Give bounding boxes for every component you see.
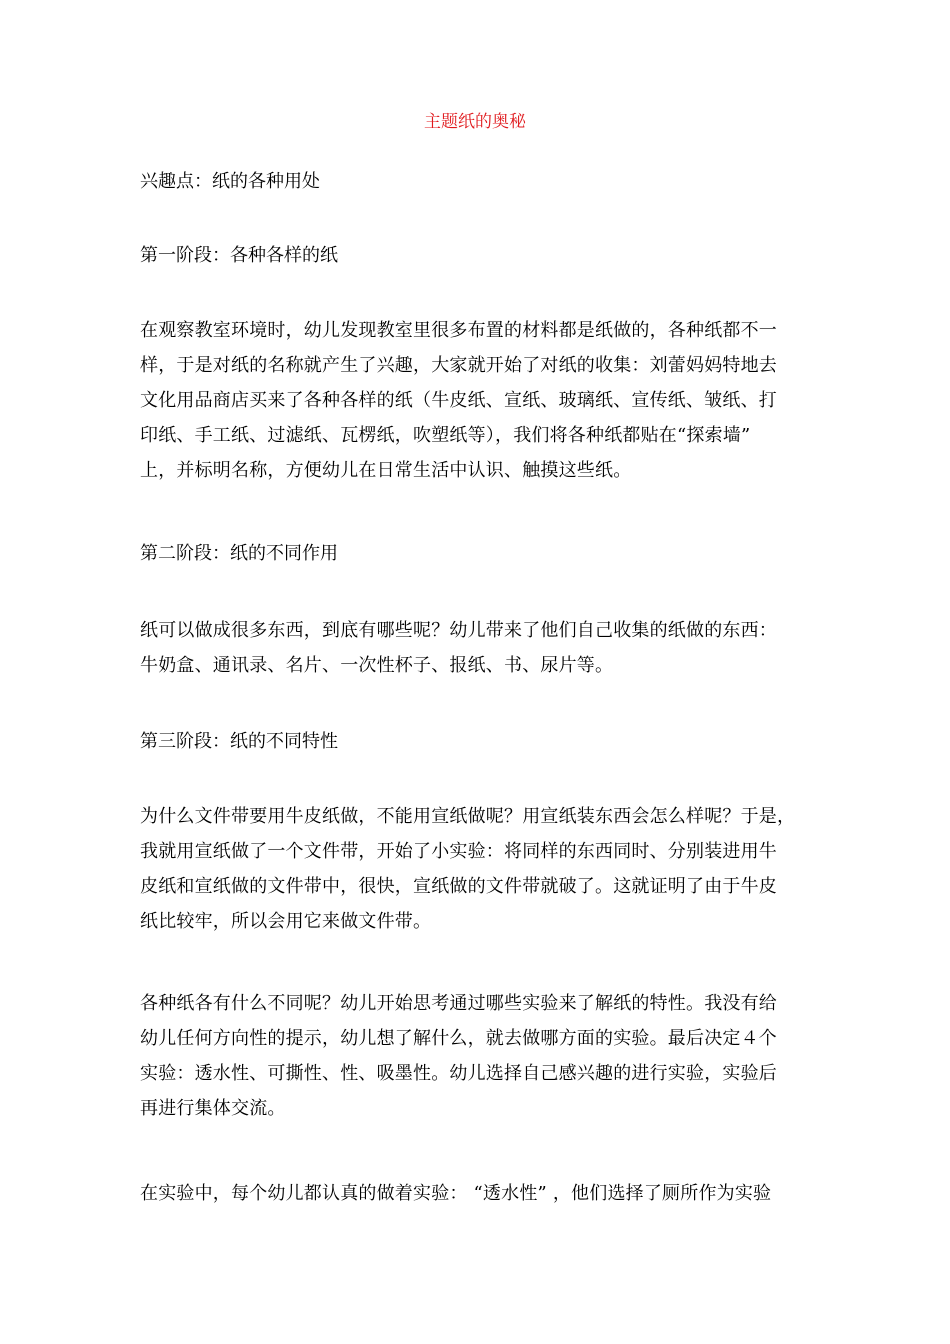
paragraph-line: 样，于是对纸的名称就产生了兴趣，大家就开始了对纸的收集：刘蕾妈妈特地去 bbox=[140, 355, 777, 376]
stage2-paragraph bbox=[140, 613, 820, 683]
stage3-paragraph-2 bbox=[140, 986, 820, 1126]
page-title: 主题纸的奥秘 bbox=[424, 112, 526, 132]
stage3-heading: 第三阶段：纸的不同特性 bbox=[140, 731, 338, 752]
paragraph-line: 幼儿任何方向性的提示，幼儿想了解什么，就去做哪方面的实验。最后决定４个 bbox=[140, 1028, 777, 1049]
paragraph-line: 为什么文件带要用牛皮纸做，不能用宣纸做呢？用宣纸装东西会怎么样呢？于是， bbox=[140, 806, 796, 827]
paragraph-line: 再进行集体交流。 bbox=[140, 1098, 286, 1119]
paragraph-line: 各种纸各有什么不同呢？幼儿开始思考通过哪些实验来了解纸的特性。我没有给 bbox=[140, 993, 777, 1014]
paragraph-line: 文化用品商店买来了各种各样的纸（牛皮纸、宣纸、玻璃纸、宣传纸、皱纸、打 bbox=[140, 390, 777, 411]
paragraph-line: 实验：透水性、可撕性、性、吸墨性。幼儿选择自己感兴趣的进行实验，实验后 bbox=[140, 1063, 777, 1084]
paragraph-line: 牛奶盒、通讯录、名片、一次性杯子、报纸、书、尿片等。 bbox=[140, 655, 614, 676]
stage1-heading: 第一阶段：各种各样的纸 bbox=[140, 245, 338, 266]
paragraph-line: 皮纸和宣纸做的文件带中，很快，宣纸做的文件带就破了。这就证明了由于牛皮 bbox=[140, 876, 777, 897]
paragraph-line: 我就用宣纸做了一个文件带，开始了小实验：将同样的东西同时、分别装进用牛 bbox=[140, 841, 777, 862]
paragraph-line: 纸可以做成很多东西，到底有哪些呢？幼儿带来了他们自己收集的纸做的东西： bbox=[140, 620, 777, 641]
stage2-heading: 第二阶段：纸的不同作用 bbox=[140, 543, 338, 564]
stage1-paragraph bbox=[140, 313, 820, 488]
stage3-paragraph-1 bbox=[140, 799, 820, 939]
paragraph-line: 纸比较牢，所以会用它来做文件带。 bbox=[140, 911, 432, 932]
paragraph-line: 在实验中，每个幼儿都认真的做着实验： “透水性” ，他们选择了厕所作为实验 bbox=[140, 1183, 772, 1204]
paragraph-line: 上，并标明名称，方便幼儿在日常生活中认识、触摸这些纸。 bbox=[140, 460, 632, 481]
stage3-paragraph-3 bbox=[140, 1176, 820, 1211]
paragraph-line: 在观察教室环境时，幼儿发现教室里很多布置的材料都是纸做的，各种纸都不一 bbox=[140, 320, 777, 341]
paragraph-line: 印纸、手工纸、过滤纸、瓦楞纸，吹塑纸等），我们将各种纸都贴在“探索墙” bbox=[140, 425, 751, 446]
interest-point: 兴趣点：纸的各种用处 bbox=[140, 171, 320, 192]
